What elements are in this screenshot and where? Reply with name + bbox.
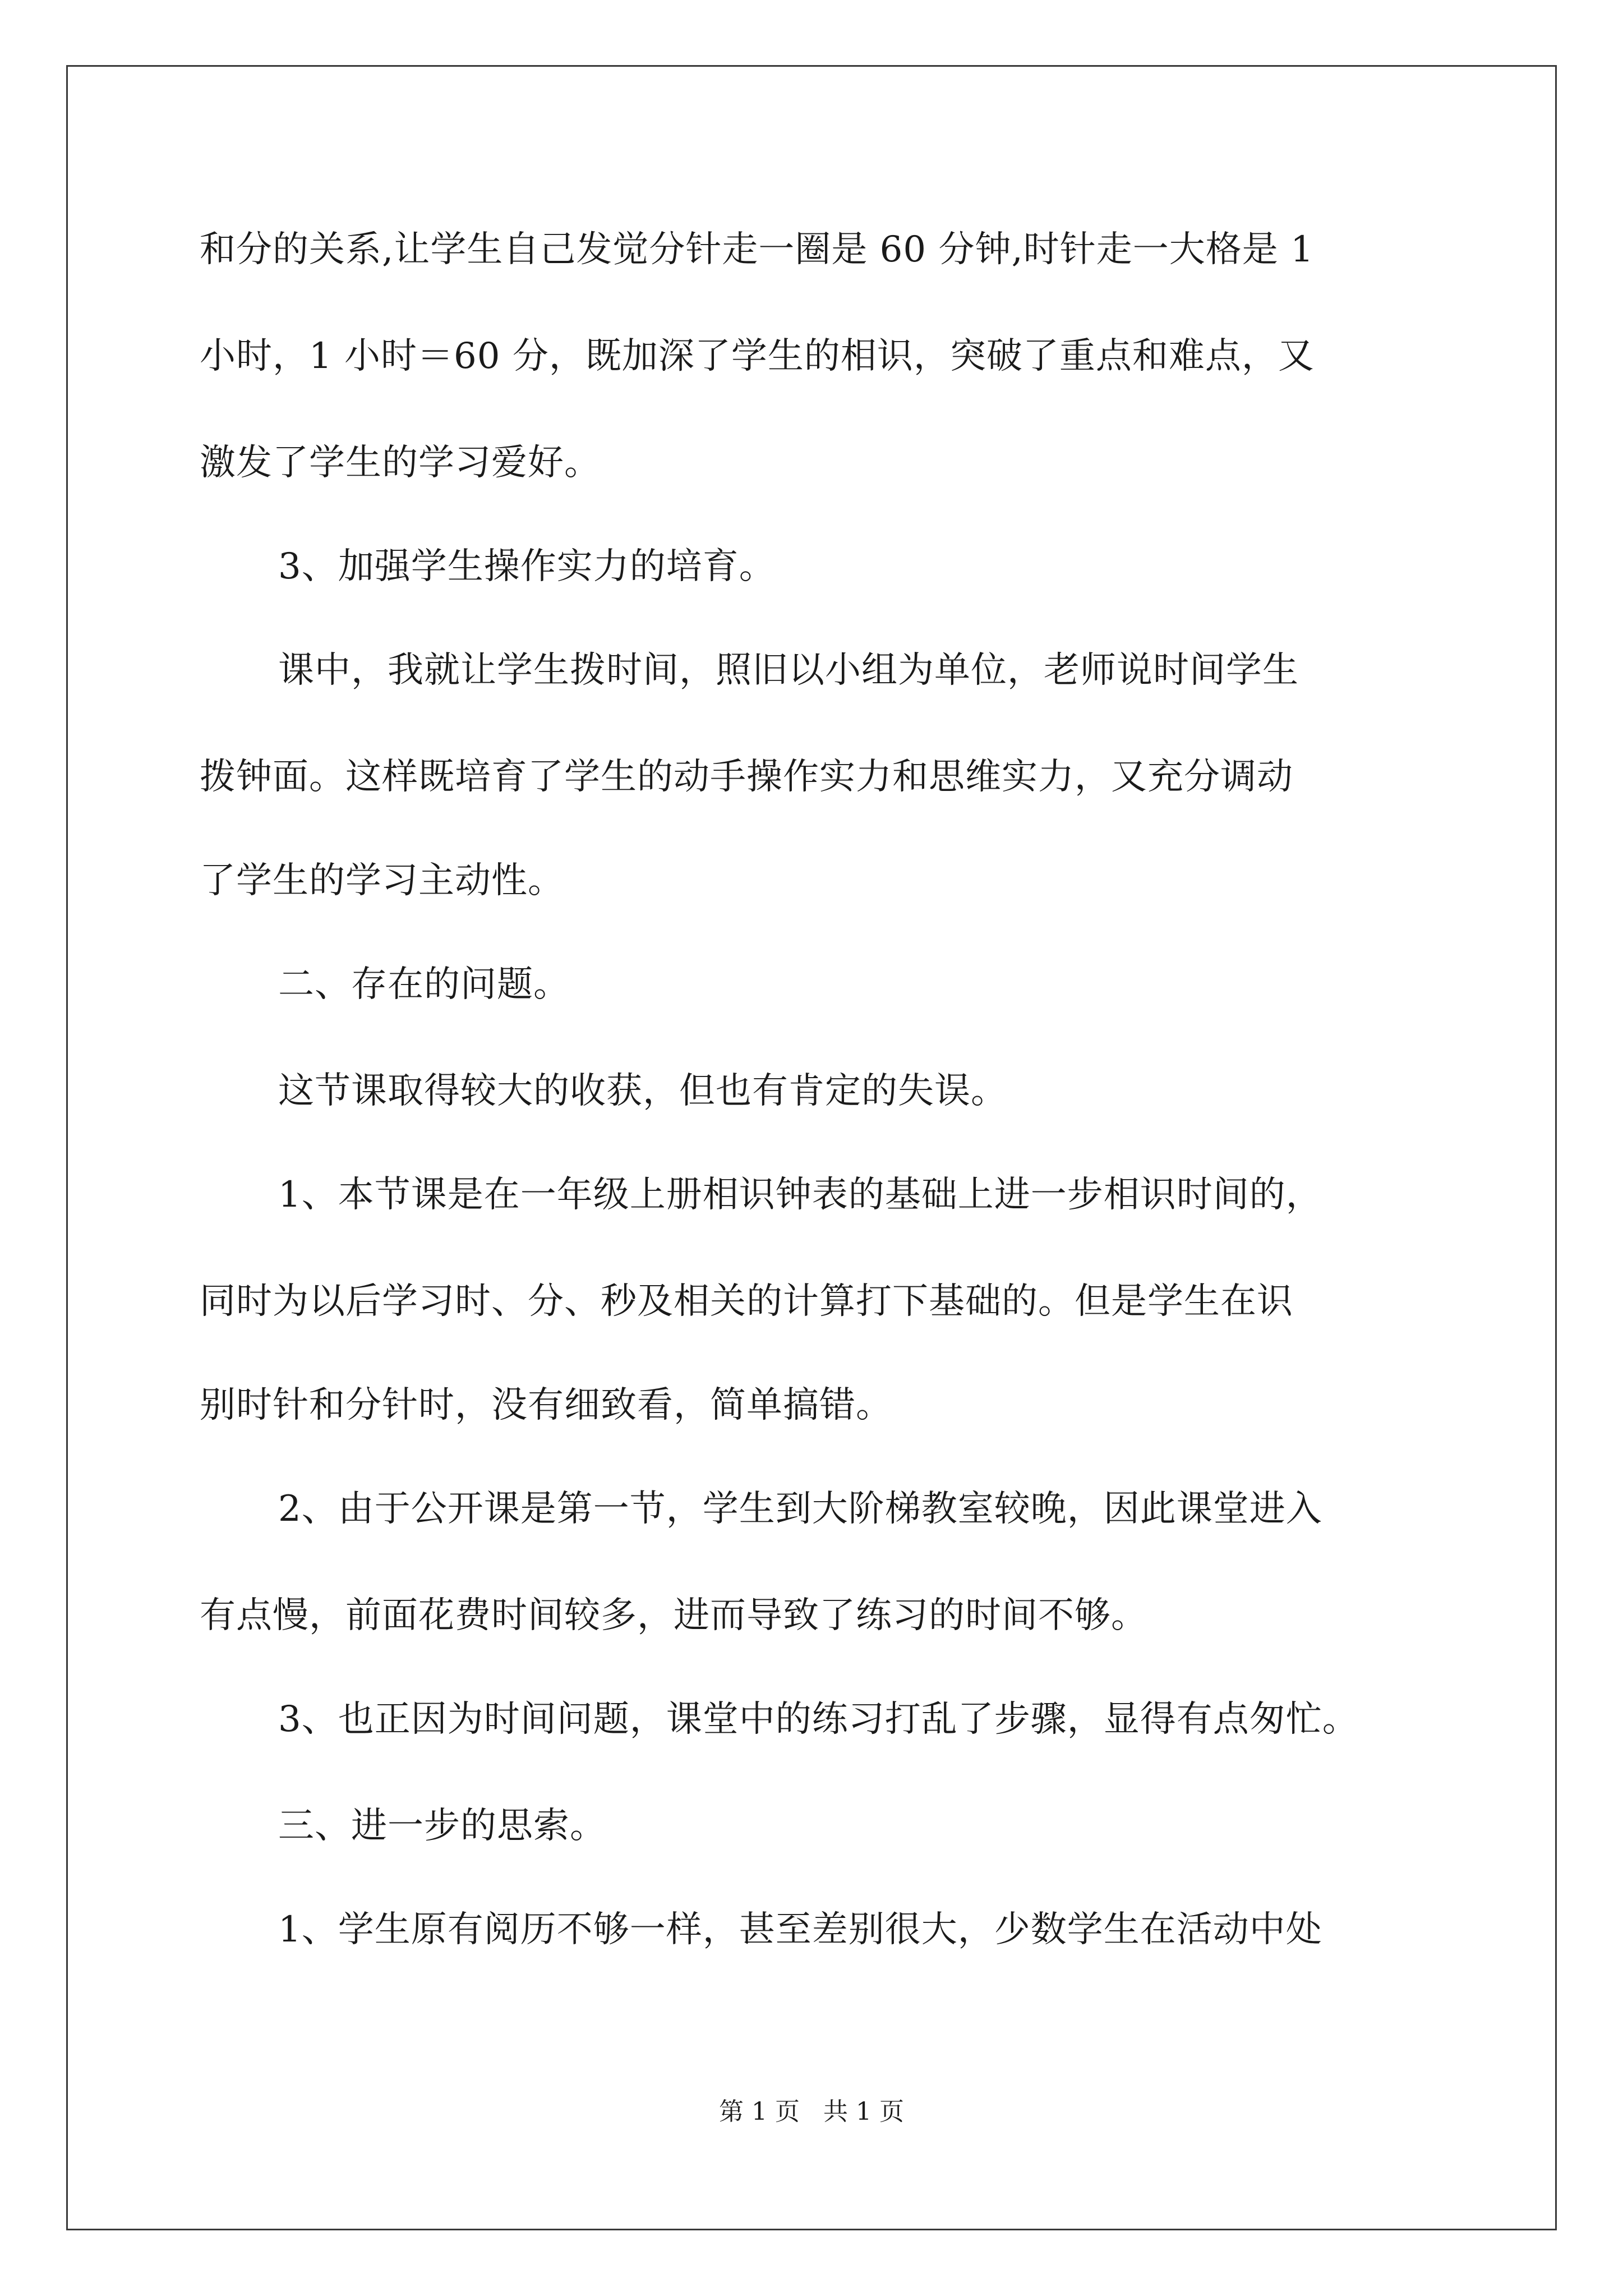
text-line: 1、学生原有阅历不够一样，甚至差别很大，少数学生在活动中处 — [278, 1909, 1322, 1950]
page-number-footer: 第 1 页 共 1 页 — [719, 2097, 904, 2126]
text-line: 有点慢，前面花费时间较多，进而导致了练习的时间不够。 — [200, 1595, 1147, 1636]
text-line: 1、本节课是在一年级上册相识钟表的基础上进一步相识时间的， — [278, 1174, 1322, 1216]
text-line: 别时针和分针时，没有细致看，简单搞错。 — [200, 1384, 892, 1426]
text-line: 二、存在的问题。 — [278, 964, 570, 1005]
text-line: 3、也正因为时间问题，课堂中的练习打乱了步骤，显得有点匆忙。 — [278, 1699, 1359, 1740]
text-line: 3、加强学生操作实力的培育。 — [278, 546, 776, 587]
text-line: 2、由于公开课是第一节，学生到大阶梯教室较晚，因此课堂进入 — [278, 1488, 1322, 1530]
text-line: 小时，1 小时＝60 分，既加深了学生的相识，突破了重点和难点，又 — [200, 335, 1315, 377]
text-line: 了学生的学习主动性。 — [200, 860, 564, 901]
text-line: 同时为以后学习时、分、秒及相关的计算打下基础的。但是学生在识 — [200, 1281, 1293, 1322]
text-line: 拨钟面。这样既培育了学生的动手操作实力和思维实力，又充分调动 — [200, 756, 1293, 798]
text-line: 激发了学生的学习爱好。 — [200, 442, 601, 484]
text-line: 课中，我就让学生拨时间，照旧以小组为单位，老师说时间学生 — [278, 650, 1299, 691]
text-line: 这节课取得较大的收获，但也有肯定的失误。 — [278, 1070, 1007, 1112]
text-line: 三、进一步的思索。 — [278, 1805, 606, 1847]
text-line: 和分的关系,让学生自己发觉分针走一圈是 60 分钟,时针走一大格是 1 — [200, 229, 1314, 270]
